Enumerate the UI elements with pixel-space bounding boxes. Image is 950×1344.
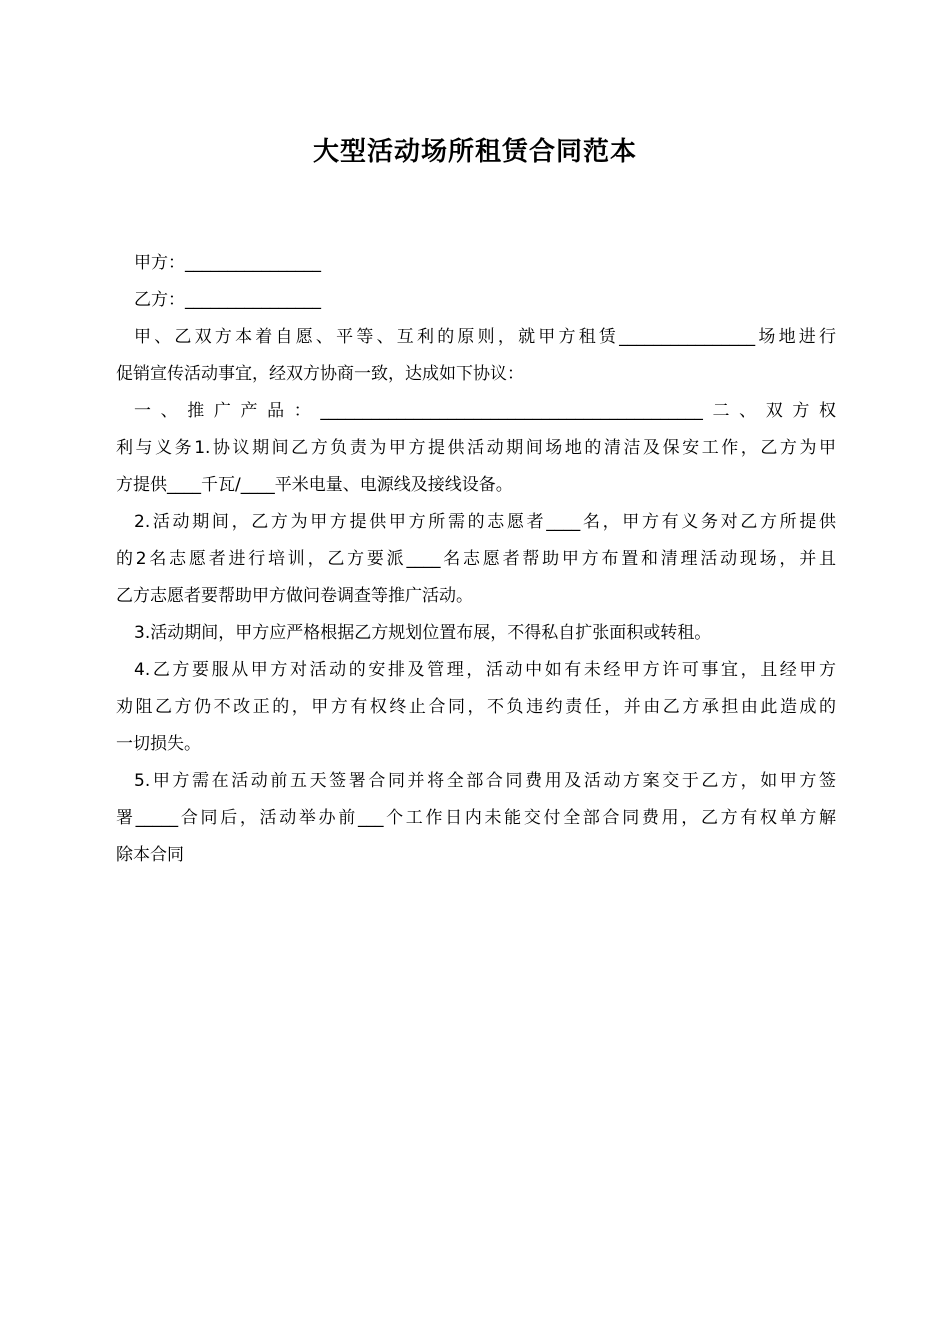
paragraph-line: 一、推广产品：_____________________________________________二、双方权 [134, 401, 836, 421]
paragraph-line: 2.活动期间，乙方为甲方提供甲方所需的志愿者____名，甲方有义务对乙方所提供 [134, 512, 836, 532]
paragraph-line: 利与义务1.协议期间乙方负责为甲方提供活动期间场地的清洁及保安工作，乙方为甲 [116, 438, 836, 458]
paragraph-line: 促销宣传活动事宜，经双方协商一致，达成如下协议： [116, 364, 524, 384]
party-a-line: 甲方：________________ [134, 253, 321, 273]
paragraph-line: 3.活动期间，甲方应严格根据乙方规划位置布展，不得私自扩张面积或转租。 [134, 623, 712, 643]
paragraph-line: 甲、乙双方本着自愿、平等、互利的原则，就甲方租赁________________场地进行 [134, 327, 836, 347]
paragraph-line: 除本合同 [116, 845, 184, 865]
paragraph-line: 一切损失。 [116, 734, 201, 754]
page-title: 大型活动场所租赁合同范本 [312, 137, 637, 167]
intro-paragraph [116, 319, 836, 393]
paragraph-line: 5.甲方需在活动前五天签署合同并将全部合同费用及活动方案交于乙方，如甲方签 [134, 771, 836, 791]
clause-2-paragraph [116, 504, 836, 615]
document-body [116, 245, 836, 874]
clause-3-paragraph [116, 615, 836, 652]
paragraph-line: 乙方志愿者要帮助甲方做问卷调查等推广活动。 [116, 586, 473, 606]
clause-5-paragraph [116, 763, 836, 874]
paragraph-line: 的2名志愿者进行培训，乙方要派____名志愿者帮助甲方布置和清理活动现场，并且 [116, 549, 836, 569]
paragraph-line: 4.乙方要服从甲方对活动的安排及管理，活动中如有未经甲方许可事宜，且经甲方 [134, 660, 836, 680]
section-one-paragraph [116, 393, 836, 504]
clause-4-paragraph [116, 652, 836, 763]
paragraph-line: 劝阻乙方仍不改正的，甲方有权终止合同，不负违约责任，并由乙方承担由此造成的 [116, 697, 836, 717]
paragraph-line: 署_____合同后，活动举办前___个工作日内未能交付全部合同费用，乙方有权单方解 [116, 808, 836, 828]
paragraph-line: 方提供____千瓦/____平米电量、电源线及接线设备。 [116, 475, 513, 495]
party-b-line: 乙方：________________ [134, 290, 321, 310]
